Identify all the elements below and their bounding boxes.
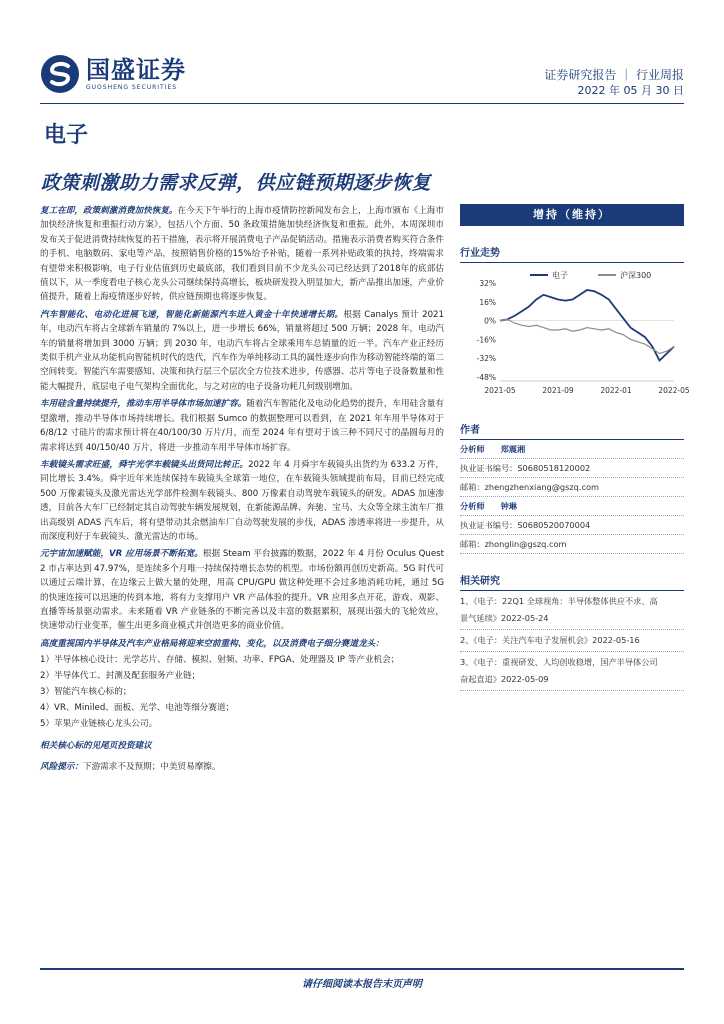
paragraph bbox=[40, 458, 444, 544]
related-report-date: 景气延续》2022-05-24 bbox=[460, 613, 549, 623]
author-name-row bbox=[460, 497, 684, 516]
risk-text: 下游需求不及预期；中美贸易摩擦。 bbox=[82, 761, 221, 772]
author-block bbox=[460, 497, 684, 554]
legend-label: 电子 bbox=[552, 271, 568, 280]
risk-label: 风险提示： bbox=[40, 761, 83, 772]
related-report[interactable] bbox=[460, 652, 684, 691]
brand-logo bbox=[40, 54, 186, 94]
paragraph-lead: 车载镜头需求旺盛，舜宇光学车载镜头出货同比转正。 bbox=[40, 459, 249, 470]
footer-disclaimer: 请仔细阅读本报告末页声明 bbox=[302, 979, 422, 990]
cert-label: 执业证书编号： bbox=[460, 463, 518, 473]
theme-item: 4）VR、Miniled、面板、光学、电池等细分赛道； bbox=[40, 703, 235, 714]
sidebar bbox=[460, 204, 690, 691]
paragraph bbox=[40, 547, 444, 633]
author-cert-row bbox=[460, 459, 684, 478]
sector-title: 电子 bbox=[44, 123, 89, 148]
rating-badge: 增持（维持） bbox=[460, 204, 684, 226]
theme-item: 5）苹果产业链核心龙头公司。 bbox=[40, 719, 158, 730]
y-tick-label: -32% bbox=[476, 354, 496, 364]
brand-name: 国盛证券 bbox=[86, 56, 186, 84]
risk-note bbox=[40, 760, 444, 774]
paragraph-body: 根据 Canalys 预计 2021 年，电动汽车将占全球新车销量的 7%以上，进一步增长 66%，销量将超过 500 万辆；2028 年，电动汽车的销量将增加到 3000 万辆；到 2030 年，电动汽车将占全球乘用车总销量的近一半。汽车产业正经历类似手机产业从功能机向智能机时代的迭代，汽车作为单纯移动工具的属性逐步向作为移动智能终端的第二空间转变。智能汽车需要感知、决策和执行层三个层次全方位技术进步，传感器、芯片等电子设备数量和性能大幅提升，底层电子电气架构全面优化，与之对应的电子设备功耗几何级别增加。 bbox=[40, 309, 444, 392]
legend-label: 沪深300 bbox=[620, 271, 652, 280]
paragraph-body: 2022 年 4 月舜宇车载镜头出货约为 633.2 万件，同比增长 3.4%。舜宇近年来连续保持车载镜头全球第一地位，在车载镜头领域提前布局，目前已经完成 500 万像素镜头及激光雷达光学部件检测车载镜头、800 万像素自动驾驶车载镜头的研发。ADAS 加速渗透，目前各大车厂已经制定其自动驾驶车辆发展规划，在新能源品牌、奔驰、宝马、大众等全球主流车厂推出高级别 ADAS 汽车后，将有望带动其余燃油车厂自动驾驶发展的步伐，ADAS 渗透率将进一步提升，从而深度利好于车载镜头、激光雷达的市场。 bbox=[40, 459, 444, 542]
report-date: 2022 年 05 月 30 日 bbox=[577, 84, 684, 97]
cert-number: S0680520070004 bbox=[517, 520, 591, 530]
related-report-title: 2、《电子：关注汽车电子发展机会》2022-05-16 bbox=[460, 635, 640, 645]
related-report-title: 1、《电子：22Q1 全球视角：半导体整体供应不求、高 bbox=[460, 596, 658, 606]
paragraph-body: 根据 Steam 平台披露的数据，2022 年 4 月份 Oculus Quest 2 市占率达到 47.97%，是连续多个月唯一持续保持增长态势的机型。市场份额再创历史新高。5G 时代可以通过云端计算，在边缘云上做大量的处理，用高 CPU/GPU 做这种处理不会过多地消耗功耗，通过 5G 的快速连接可以迅速的传到本地，将有力支撑用户 VR 产品体验的提升。VR 应用多点开花，游戏、观影、直播等场景驱动需求。未来随着 VR 产业链条的不断完善以及丰富的数据累积，展现出强大的飞轮效应，快速带动行业变革，催生出更多商业模式并创造更多的商业价值。 bbox=[40, 549, 444, 632]
author-email[interactable]: zhengzhenxiang@gszq.com bbox=[484, 482, 599, 492]
paragraph-body: 随着汽车智能化及电动化趋势的提升，车用硅含量有望激增，推动半导体市场持续增长。我们根据 Sumco 的数据整理可以看到，在 2021 年车用半导体对于 6/8/12 寸硅片的需求预计将在40/100/30 万片/月，而至 2024 年有望对于该三种不同尺寸的晶圆每月的需求将达到 40/150/40 万片，将进一步推动车用半导体市场扩容。 bbox=[40, 399, 444, 453]
y-tick-label: 16% bbox=[479, 297, 496, 307]
brand-logo-icon bbox=[40, 54, 80, 94]
related-report-title: 3、《电子：重视研发、人均创收稳增，国产半导体公司 bbox=[460, 657, 658, 667]
paragraph-body: 在今天下午举行的上海市疫情防控新闻发布会上，上海市颁布《上海市加快经济恢复和重振行动方案》，包括八个方面、50 条政策措施加快经济恢复和重振。此外，本周深圳市发布关于促进消费持续恢复的若干措施，表示将开展消费电子产品促销活动。措施表示消费者购买符合条件的手机、电脑数码、家电等产品，按照销售价格的15%给予补贴，随着一系列补贴政策的执持，终端需求有望带来积极影响，电子行业估值到历史最底部，我们看到目前不少龙头公司已经达到了2018年的底部估值以下，从一季度看电子核心龙头公司继续保持高增长，板块研发投入明显加大，新产品推出加速，产业价值提升，随着上海疫情逐步好转，供应链预期也将逐步恢复。 bbox=[40, 206, 444, 303]
author-name: 郑震湘 bbox=[500, 444, 526, 454]
theme-item: 2）半导体代工、封测及配套服务产业链； bbox=[40, 671, 201, 682]
related-report-date: 奋起直追》2022-05-09 bbox=[460, 674, 549, 684]
author-email[interactable]: zhonglin@gszq.com bbox=[484, 539, 567, 549]
email-label: 邮箱： bbox=[460, 482, 485, 492]
trend-chart bbox=[460, 269, 690, 399]
y-tick-label: 0% bbox=[484, 316, 496, 326]
header-divider bbox=[40, 103, 684, 104]
related-targets: 相关核心标的见尾页投资建议 bbox=[40, 741, 152, 752]
series-line-electronics bbox=[500, 290, 674, 361]
related-report[interactable] bbox=[460, 591, 684, 630]
theme-item: 3）智能汽车核心标的； bbox=[40, 687, 132, 698]
paragraph bbox=[40, 308, 444, 394]
cert-number: S0680518120002 bbox=[517, 463, 591, 473]
x-tick-label: 2022-01 bbox=[600, 386, 632, 395]
themes-heading: 高度重视国内半导体及汽车产业格局将迎来空前重构、变化，以及消费电子细分赛道龙头： bbox=[40, 638, 384, 649]
authors-heading: 作者 bbox=[460, 421, 684, 440]
cert-label: 执业证书编号： bbox=[460, 520, 518, 530]
y-tick-label: -16% bbox=[476, 335, 496, 345]
email-label: 邮箱： bbox=[460, 539, 485, 549]
related-heading: 相关研究 bbox=[460, 572, 684, 591]
x-tick-label: 2021-05 bbox=[484, 386, 516, 395]
paragraph-lead: 车用硅含量持续提升，推动车用半导体市场加速扩容。 bbox=[40, 399, 247, 410]
author-name-row bbox=[460, 440, 684, 459]
y-tick-label: 32% bbox=[479, 279, 496, 288]
main-content bbox=[40, 204, 444, 774]
author-role: 分析师 bbox=[460, 501, 485, 511]
report-title: 政策刺激助力需求反弹，供应链预期逐步恢复 bbox=[41, 172, 432, 194]
author-email-row bbox=[460, 535, 684, 554]
paragraph-lead: 汽车智能化、电动化进展飞速，智能化新能源汽车进入黄金十年快速增长期。 bbox=[40, 309, 344, 320]
x-tick-label: 2022-05 bbox=[658, 386, 690, 395]
theme-item: 1）半导体核心设计：光学芯片、存储、模拟、射频、功率、FPGA、处理器及 IP 等产业机会； bbox=[40, 655, 400, 666]
paragraph bbox=[40, 397, 444, 455]
report-type: 证券研究报告 ｜ 行业周报 bbox=[544, 68, 684, 82]
author-role: 分析师 bbox=[460, 444, 485, 454]
brand-name-en: GUOSHENG SECURITIES bbox=[86, 84, 178, 91]
paragraph-lead: 复工在即，政策刺激消费加快恢复。 bbox=[40, 206, 178, 216]
author-block bbox=[460, 440, 684, 497]
x-tick-label: 2021-09 bbox=[542, 386, 574, 395]
author-email-row bbox=[460, 478, 684, 497]
author-name: 钟琳 bbox=[500, 501, 517, 511]
related-report[interactable] bbox=[460, 630, 684, 652]
series-line-csi300 bbox=[500, 319, 674, 353]
footer-divider bbox=[40, 968, 684, 970]
y-tick-label: -48% bbox=[476, 373, 496, 382]
paragraph bbox=[40, 204, 444, 305]
author-cert-row bbox=[460, 516, 684, 535]
paragraph-lead: 元宇宙加速赋能，VR 应用场景不断拓宽。 bbox=[40, 549, 203, 560]
trend-heading: 行业走势 bbox=[460, 244, 684, 263]
